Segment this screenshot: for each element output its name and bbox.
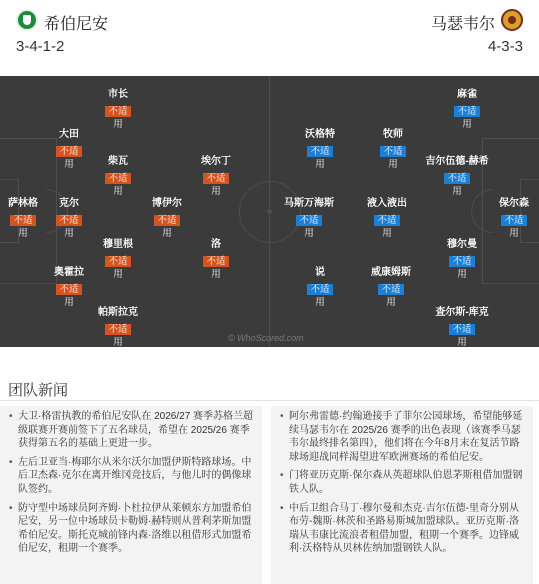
player-name: 马斯万海斯 [284,198,334,209]
away-player[interactable] [432,89,502,130]
player-name: 市长 [108,89,128,100]
status-note: 用 [64,297,74,308]
status-note: 用 [113,119,123,130]
status-badge: 不适 [203,256,228,267]
news-item: • 大卫·格雷执教的希伯尼安队在 2026/27 赛季苏格兰超级联赛开赛前签下了五名球员，希望在 2025/26 赛季获得第五名的基础上更进一步。 [18,410,256,451]
status-badge: 不适 [378,284,403,295]
news-item: • 防守型中场球员阿齐姆·卜杜拉伊从莱顿东方加盟希伯尼安，另一位中场球员卡勒姆·赫特则从普利茅斯加盟希伯尼安。斯托克城前锋内森·洛维以租借形式加盟希伯尼安，租期一个赛季。 [18,502,256,556]
news-item: • 门将亚历克斯·保尔森从英超球队伯恩茅斯租借加盟钢铁人队。 [289,469,527,496]
away-player[interactable] [427,307,497,347]
away-formation: 4-3-3 [487,38,523,55]
pitch [0,76,539,347]
home-player[interactable] [83,307,153,347]
home-team-news [0,406,262,584]
center-spot [267,209,272,214]
status-badge: 不适 [380,146,405,157]
status-note: 用 [64,228,74,239]
status-badge: 不适 [56,284,81,295]
status-note: 用 [315,159,325,170]
status-badge: 不适 [454,106,479,117]
status-badge: 不适 [374,215,399,226]
team-news-title: 团队新闻 [8,382,69,399]
status-note: 用 [304,228,314,239]
status-badge: 不适 [444,173,469,184]
status-note: 用 [315,297,325,308]
whoscored-watermark: © WhoScored.com [228,333,304,343]
status-badge: 不适 [154,215,179,226]
status-badge: 不适 [296,215,321,226]
status-badge: 不适 [449,324,474,335]
news-item: • 中后卫组合马丁·穆尔曼和杰克·吉尔伍德-里奇分别从布劳-魏斯·林茨和圣路易斯城加盟球队。亚历克斯·洛瑞从韦康比流浪者租借加盟，租期一个赛季。边锋威利·沃格特从贝林佐纳加盟钢铁人队。 [289,502,527,556]
home-player[interactable] [181,239,251,280]
status-badge: 不适 [105,106,130,117]
away-player[interactable] [422,156,492,197]
player-name: 大田 [59,129,79,140]
player-name: 柴瓦 [108,156,128,167]
status-note: 用 [462,119,472,130]
status-badge: 不适 [10,215,35,226]
status-note: 用 [113,337,123,347]
status-note: 用 [113,269,123,280]
player-name: 克尔 [59,198,79,209]
status-badge: 不适 [56,215,81,226]
status-note: 用 [162,228,172,239]
player-name: 吉尔伍德-赫希 [425,156,489,167]
player-name: 帕斯拉克 [98,307,138,318]
away-team-name[interactable]: 马瑟韦尔 [430,16,495,33]
away-team-news [271,406,533,584]
status-badge: 不适 [56,146,81,157]
status-note: 用 [509,228,519,239]
player-name: 牧师 [383,129,403,140]
player-name: 埃尔丁 [201,156,231,167]
away-player[interactable] [358,129,428,170]
status-badge: 不适 [105,256,130,267]
news-item: • 左后卫亚当·梅耶尔从米尔沃尔加盟伊斯特路球场。中后卫杰森·克尔在离开维冈竞技后，与他儿时的偶像球队签约。 [18,456,256,497]
status-badge: 不适 [307,146,332,157]
player-name: 麻雀 [457,89,477,100]
status-note: 用 [211,186,221,197]
news-item: • 阿尔弗雷德·约翰逊接手了菲尔公园球场，希望能够延续马瑟韦尔在 2025/26 赛季的出色表现（该赛季马瑟韦尔最终排名第四），他们将在今年8月末在复活节路球场迎战同样渴望进军欧洲赛场的希伯尼安。 [289,410,527,464]
status-note: 用 [382,228,392,239]
status-note: 用 [386,297,396,308]
status-badge: 不适 [449,256,474,267]
player-name: 保尔森 [499,198,529,209]
home-formation: 3-4-1-2 [16,38,65,55]
home-player[interactable] [132,198,202,239]
divider [0,400,539,401]
home-player[interactable] [181,156,251,197]
player-name: 奥霍拉 [54,267,84,278]
home-player[interactable] [83,89,153,130]
player-name: 博伊尔 [152,198,182,209]
home-player[interactable] [83,156,153,197]
teams-header [0,0,539,68]
away-player[interactable] [479,198,539,239]
player-name: 说 [315,267,325,278]
player-name: 穆尔曼 [447,239,477,250]
player-name: 威康姆斯 [371,267,411,278]
status-note: 用 [211,269,221,280]
status-badge: 不适 [501,215,526,226]
status-badge: 不适 [105,173,130,184]
player-name: 沃格特 [305,129,335,140]
player-name: 洛 [211,239,221,250]
away-player[interactable] [285,129,355,170]
away-player[interactable] [352,198,422,239]
away-player[interactable] [356,267,426,308]
status-note: 用 [64,159,74,170]
motherwell-crest-icon[interactable] [501,9,523,31]
player-name: 萨林格 [8,198,38,209]
hibernian-crest-icon[interactable] [16,9,38,31]
away-player[interactable] [427,239,497,280]
status-note: 用 [113,186,123,197]
status-badge: 不适 [105,324,130,335]
player-name: 穆里根 [103,239,133,250]
status-badge: 不适 [307,284,332,295]
player-name: 液入液出 [367,198,407,209]
player-name: 查尔斯-库克 [435,307,489,318]
away-player[interactable] [274,198,344,239]
status-note: 用 [457,337,467,347]
status-note: 用 [18,228,28,239]
away-player[interactable] [285,267,355,308]
status-badge: 不适 [203,173,228,184]
status-note: 用 [452,186,462,197]
status-note: 用 [457,269,467,280]
home-team-name[interactable]: 希伯尼安 [44,16,109,33]
home-player[interactable] [34,198,104,239]
home-player[interactable] [83,239,153,280]
status-note: 用 [388,159,398,170]
